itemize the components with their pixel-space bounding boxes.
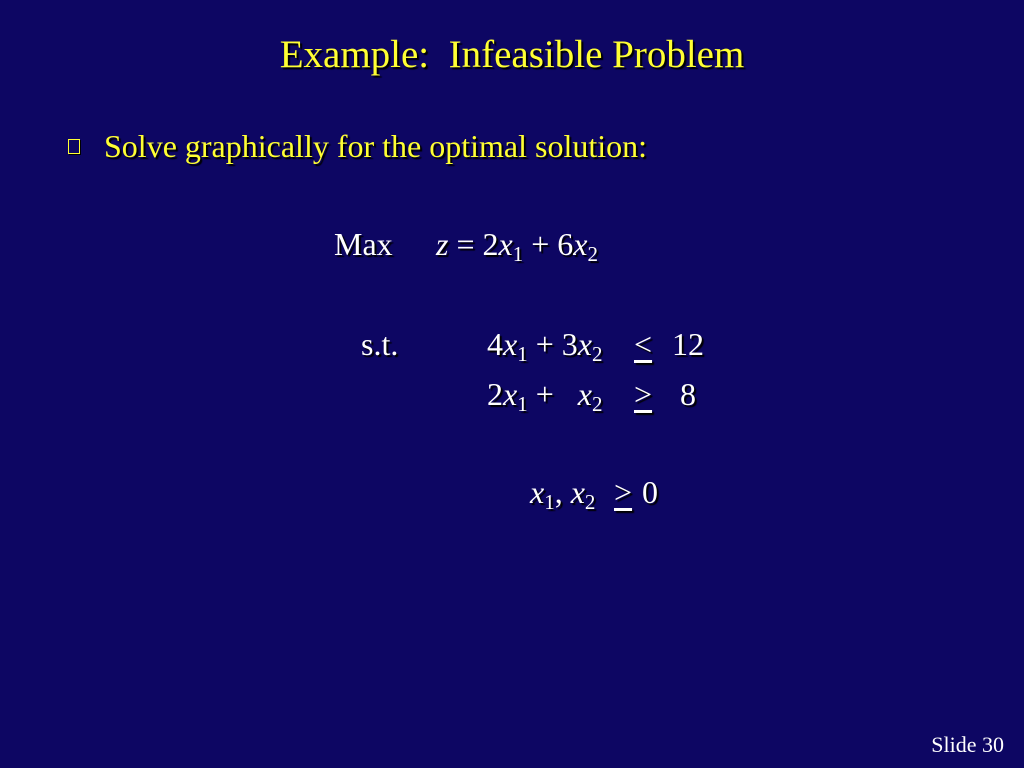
constraint-2-x2: x bbox=[577, 376, 592, 412]
nonneg-sub2: 2 bbox=[584, 490, 596, 514]
nonnegativity-vars bbox=[530, 474, 596, 514]
objective-x1: x bbox=[498, 226, 513, 262]
constraint-2-rhs: 8 bbox=[680, 376, 696, 412]
objective-sub2: 2 bbox=[587, 242, 598, 266]
nonneg-sub1: 1 bbox=[544, 490, 555, 514]
hollow-square-bullet-icon bbox=[68, 139, 80, 154]
constraint-1-x2: x bbox=[577, 326, 592, 362]
constraint-1-x1: x bbox=[503, 326, 518, 362]
slide-number-label: Slide bbox=[931, 732, 977, 757]
objective-x2: x bbox=[573, 226, 588, 262]
objective-z: z bbox=[436, 226, 449, 262]
constraint-1-plus: + 3 bbox=[527, 326, 578, 362]
constraint-label: s.t. bbox=[361, 326, 399, 362]
objective-sub1: 1 bbox=[512, 242, 524, 266]
constraint-2-plus: + bbox=[527, 376, 578, 412]
constraint-2-lhs bbox=[487, 376, 603, 416]
objective-eq: = 2 bbox=[448, 226, 499, 262]
bullet-text: Solve graphically for the optimal solution: bbox=[104, 128, 648, 164]
objective-plus: + 6 bbox=[523, 226, 574, 262]
constraint-2-sub2: 2 bbox=[591, 392, 603, 416]
slide-number bbox=[931, 732, 1004, 758]
constraint-1-operator: < bbox=[634, 326, 653, 362]
constraint-1-coef: 4 bbox=[487, 326, 503, 362]
nonnegativity-rhs: 0 bbox=[642, 474, 658, 510]
constraint-2-sub1: 1 bbox=[517, 392, 528, 416]
constraint-2-coef: 2 bbox=[487, 376, 503, 412]
constraint-1-sub1: 1 bbox=[517, 342, 528, 366]
slide-title: Example: Infeasible Problem bbox=[279, 33, 745, 76]
objective-keyword: Max bbox=[334, 226, 393, 262]
constraint-1-lhs bbox=[487, 326, 603, 366]
slide-number-value: 30 bbox=[982, 732, 1004, 757]
nonnegativity-operator: > bbox=[614, 474, 633, 510]
nonneg-x2: x bbox=[570, 474, 585, 510]
constraint-1-rhs: 12 bbox=[672, 326, 704, 362]
constraint-1-sub2: 2 bbox=[591, 342, 603, 366]
nonneg-comma: , bbox=[554, 474, 571, 510]
objective-function bbox=[436, 226, 598, 266]
nonneg-x1: x bbox=[530, 474, 545, 510]
constraint-2-x1: x bbox=[503, 376, 518, 412]
constraint-2-operator: > bbox=[634, 376, 653, 412]
bullet-item bbox=[68, 128, 647, 165]
